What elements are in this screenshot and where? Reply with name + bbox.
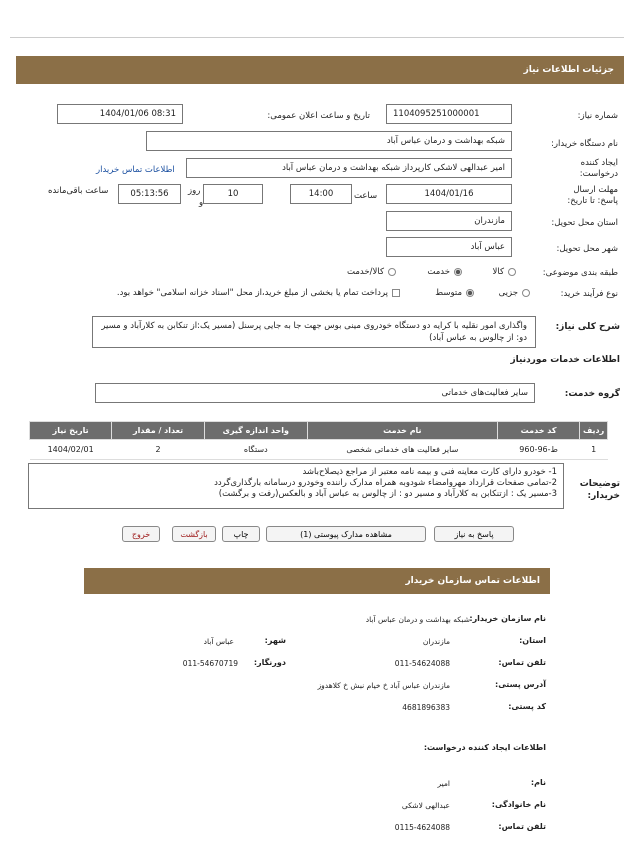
- col-date: تاریخ نیاز: [30, 422, 112, 440]
- city-field: عباس آباد: [386, 237, 512, 257]
- and-label: و: [199, 198, 204, 208]
- exit-button[interactable]: خروج: [122, 526, 160, 542]
- contact-city-value: عباس آباد: [203, 637, 234, 646]
- contact-phone-value: 011-54624088: [394, 659, 450, 668]
- buyer-notes-box: [28, 463, 564, 509]
- announce-field: 1404/01/06 08:31: [57, 104, 183, 124]
- contact-fax-value: 011-54670719: [182, 659, 238, 668]
- radio-selected-icon[interactable]: [466, 289, 474, 297]
- services-title: اطلاعات خدمات مورد‌نیاز: [510, 355, 620, 365]
- attachments-button[interactable]: مشاهده مدارک پیوستی (1): [266, 526, 426, 542]
- process-option-minor[interactable]: جزیی: [499, 288, 530, 298]
- col-index: ردیف: [580, 422, 608, 440]
- table-header-row: [30, 422, 608, 440]
- announce-label: تاریخ و ساعت اعلان عمومی:: [267, 111, 370, 121]
- need-number-field: 1104095251000001: [386, 104, 512, 124]
- creator-field: امیر عبدالهی لاشکی کارپرداز شبکه بهداشت و درمان عباس آباد: [186, 158, 512, 178]
- contact-org-label: نام سازمان خریدار:: [469, 614, 546, 623]
- table-row: [30, 440, 608, 460]
- creator-family-label: نام خانوادگی:: [491, 800, 546, 809]
- creator-phone-value: 0115-4624088: [394, 823, 450, 832]
- col-unit: واحد اندازه گیری: [204, 422, 307, 440]
- buyer-org-label: نام دستگاه خریدار:: [551, 139, 618, 149]
- contact-title: اطلاعات تماس سازمان خریدار: [405, 576, 540, 586]
- radio-selected-icon[interactable]: [454, 268, 462, 276]
- description-field: واگذاری امور نقلیه با کرایه دو دستگاه خودروی مینی بوس جهت جا به جایی پرسنل (مسیر یک:از تنکابن به کلارآباد و مسیر دو: از چالوس به عباس آباد): [92, 316, 536, 348]
- payment-note-option[interactable]: پرداخت تمام یا بخشی از مبلغ خرید،از محل "اسناد خزانه اسلامی" خواهد بود.: [117, 288, 400, 298]
- deadline-label: مهلت ارسال پاسخ: تا تاریخ:: [567, 185, 618, 206]
- deadline-time-field[interactable]: 14:00: [290, 184, 352, 204]
- city-label: شهر محل تحویل:: [556, 244, 618, 254]
- print-button[interactable]: چاپ: [222, 526, 260, 542]
- service-group-label: گروه خدمت:: [564, 389, 620, 399]
- buyer-org-field: شبکه بهداشت و درمان عباس آباد: [146, 131, 512, 151]
- buyer-contact-link[interactable]: اطلاعات تماس خریدار: [96, 165, 175, 175]
- category-option-goods-service[interactable]: کالا/خدمت: [347, 267, 396, 277]
- radio-icon[interactable]: [388, 268, 396, 276]
- radio-icon[interactable]: [508, 268, 516, 276]
- buyer-note-line: 3-مسیر یک : ازتنکابن به کلارآباد و مسیر دو : از چالوس به عباس آباد و بالعکس(رفت و برگشت): [218, 489, 557, 499]
- need-number-label: شماره نیاز:: [577, 111, 618, 121]
- contact-province-value: مازندران: [422, 637, 450, 646]
- contact-org-value: شبکه بهداشت و درمان عباس آباد: [365, 615, 470, 624]
- buyer-notes-label: توضیحات خریدار:: [579, 479, 620, 501]
- contact-header: [84, 568, 550, 594]
- row-date: 1404/02/01: [30, 440, 112, 460]
- col-name: نام خدمت: [307, 422, 497, 440]
- remaining-time-label: ساعت باقی‌مانده: [48, 186, 109, 196]
- contact-city-label: شهر:: [264, 636, 286, 645]
- category-option-goods[interactable]: کالا: [493, 267, 516, 277]
- buyer-note-line: 2-تمامی صفحات قرارداد مهروامضاء شودوبه همراه مدارک راننده وخودرو درسامانه بارگذاری‌گردد: [214, 478, 557, 488]
- remaining-time-field: 05:13:56: [118, 184, 181, 204]
- row-name: سایر فعالیت های خدماتی شخصی: [307, 440, 497, 460]
- radio-icon[interactable]: [522, 289, 530, 297]
- creator-name-label: نام:: [530, 778, 546, 787]
- col-qty: تعداد / مقدار: [112, 422, 205, 440]
- row-index: 1: [580, 440, 608, 460]
- contact-postal-value: 4681896383: [402, 703, 450, 712]
- contact-address-value: مازندران عباس آباد خ خیام نبش خ کلاهدوز: [317, 681, 450, 690]
- days-label: روز: [188, 186, 201, 196]
- category-label: طبقه بندی موضوعی:: [542, 268, 618, 278]
- top-divider: [10, 37, 624, 38]
- creator-label: ایجاد کننده درخواست:: [579, 158, 618, 179]
- page-header: [16, 56, 624, 84]
- page-title: جزئیات اطلاعات نیاز: [523, 65, 614, 75]
- creator-section-title: اطلاعات ایجاد کننده درخواست:: [423, 743, 546, 752]
- contact-province-label: استان:: [519, 636, 546, 645]
- contact-postal-label: کد پستی:: [508, 702, 546, 711]
- creator-name-value: امیر: [437, 779, 450, 788]
- description-label: شرح کلی نیاز:: [555, 322, 620, 332]
- creator-family-value: عبدالهی لاشکی: [401, 801, 450, 810]
- row-unit: دستگاه: [204, 440, 307, 460]
- services-table-grid: [29, 421, 608, 460]
- process-label: نوع فرآیند خرید:: [560, 289, 618, 299]
- back-button[interactable]: بازگشت: [172, 526, 216, 542]
- category-option-service[interactable]: خدمت: [427, 267, 462, 277]
- time-label: ساعت: [354, 191, 378, 201]
- row-code: ط-96-960: [497, 440, 579, 460]
- contact-phone-label: تلفن تماس:: [498, 658, 546, 667]
- province-label: استان محل تحویل:: [551, 218, 618, 228]
- creator-phone-label: تلفن تماس:: [498, 822, 546, 831]
- days-field: 10: [203, 184, 263, 204]
- services-table: [29, 421, 608, 460]
- service-group-field: سایر فعالیت‌های خدماتی: [95, 383, 535, 403]
- contact-address-label: آدرس پستی:: [495, 680, 546, 689]
- checkbox-icon[interactable]: [392, 289, 400, 297]
- process-option-medium[interactable]: متوسط: [435, 288, 474, 298]
- contact-fax-label: دورنگار:: [253, 658, 286, 667]
- buyer-note-line: 1- خودرو دارای کارت معاینه فنی و بیمه نامه معتبر از مراجع ذیصلاح‌باشد: [302, 467, 557, 477]
- reply-button[interactable]: پاسخ به نیاز: [434, 526, 514, 542]
- province-field: مازندران: [386, 211, 512, 231]
- row-qty: 2: [112, 440, 205, 460]
- deadline-date-field[interactable]: 1404/01/16: [386, 184, 512, 204]
- col-code: کد خدمت: [497, 422, 579, 440]
